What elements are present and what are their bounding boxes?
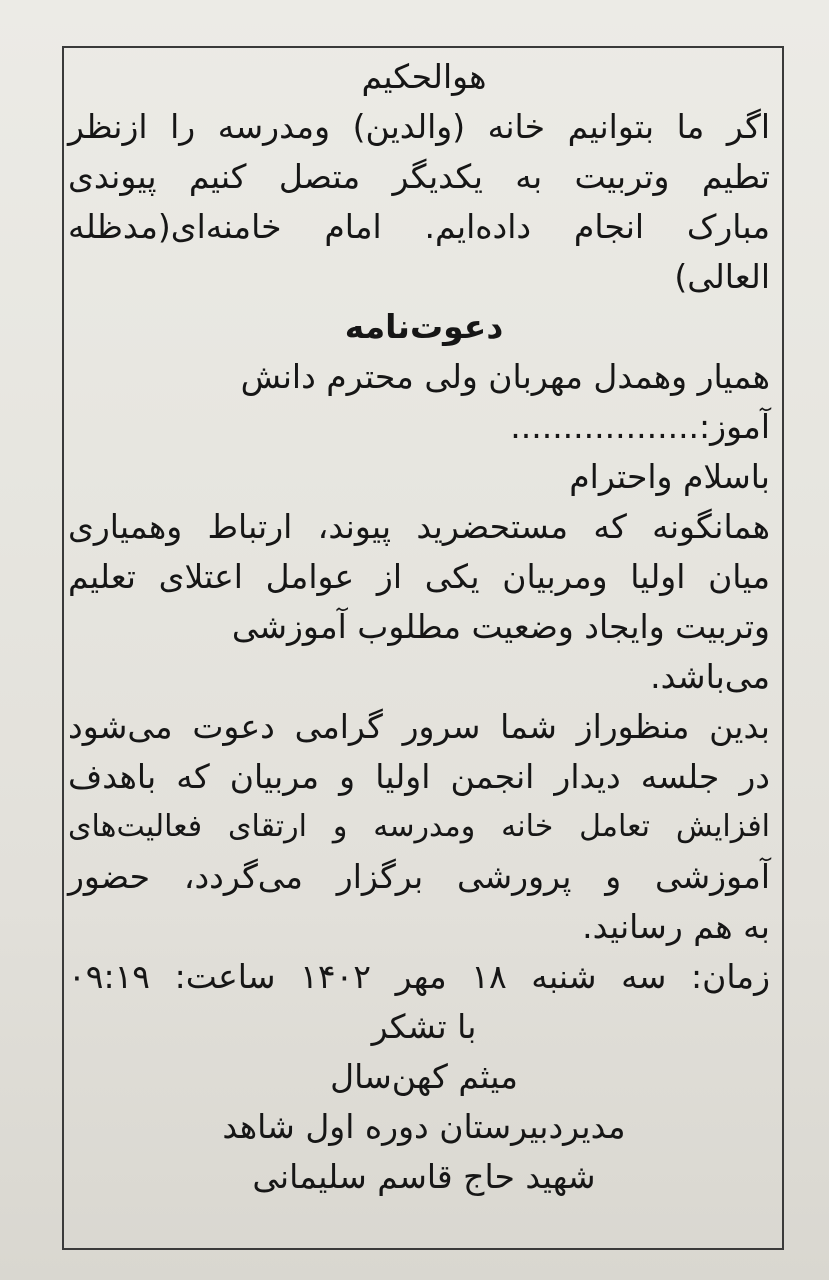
invitation-letter bbox=[68, 52, 780, 1202]
school-name: شهید حاج قاسم سلیمانی bbox=[252, 1157, 596, 1196]
body-line-6: در جلسه دیدار انجمن اولیا و مربیان که باهدف bbox=[68, 757, 770, 796]
body-line-7: افزایش تعامل خانه ومدرسه و ارتقای فعالیت‌های bbox=[68, 809, 770, 844]
header-text: هوالحکیم bbox=[361, 57, 487, 96]
body-line-3: وتربیت وایجاد وضعیت مطلوب آموزشی bbox=[231, 607, 770, 646]
meeting-time: زمان: سه شنبه ۱۸ مهر ۱۴۰۲ ساعت: ۰۹:۱۹ bbox=[68, 957, 771, 996]
body-line-2: میان اولیا ومربیان یکی از عوامل اعتلای تعلیم bbox=[68, 557, 770, 596]
quote-line-4: العالی) bbox=[674, 257, 770, 296]
body-line-1: همانگونه که مستحضرید پیوند، ارتباط وهمیاری bbox=[68, 507, 770, 546]
closing-text: با تشکر bbox=[371, 1007, 477, 1046]
addressee-line-2: آموز:.................. bbox=[510, 407, 770, 446]
body-line-4: می‌باشد. bbox=[650, 657, 770, 696]
body-line-5: بدین منظوراز شما سرور گرامی دعوت می‌شود bbox=[68, 707, 770, 746]
quote-line-3: مبارک انجام داده‌ایم. امام خامنه‌ای(مدظله bbox=[68, 207, 770, 246]
addressee-line-1: همیار وهمدل مهربان ولی محترم دانش bbox=[240, 357, 770, 396]
body-line-8: آموزشی و پرورشی برگزار می‌گردد، حضور bbox=[68, 857, 770, 896]
letter-title: دعوت‌نامه bbox=[344, 307, 504, 346]
signer-name: میثم کهن‌سال bbox=[330, 1057, 518, 1096]
signer-title: مدیردبیرستان دوره اول شاهد bbox=[222, 1107, 626, 1146]
quote-line-1: اگر ما بتوانیم خانه (والدین) ومدرسه را ازنظر bbox=[68, 107, 770, 146]
greeting-text: باسلام واحترام bbox=[569, 457, 770, 496]
quote-line-2: تطیم وتربیت به یکدیگر متصل کنیم پیوندی bbox=[68, 157, 770, 196]
body-line-9: به هم رسانید. bbox=[582, 907, 770, 946]
